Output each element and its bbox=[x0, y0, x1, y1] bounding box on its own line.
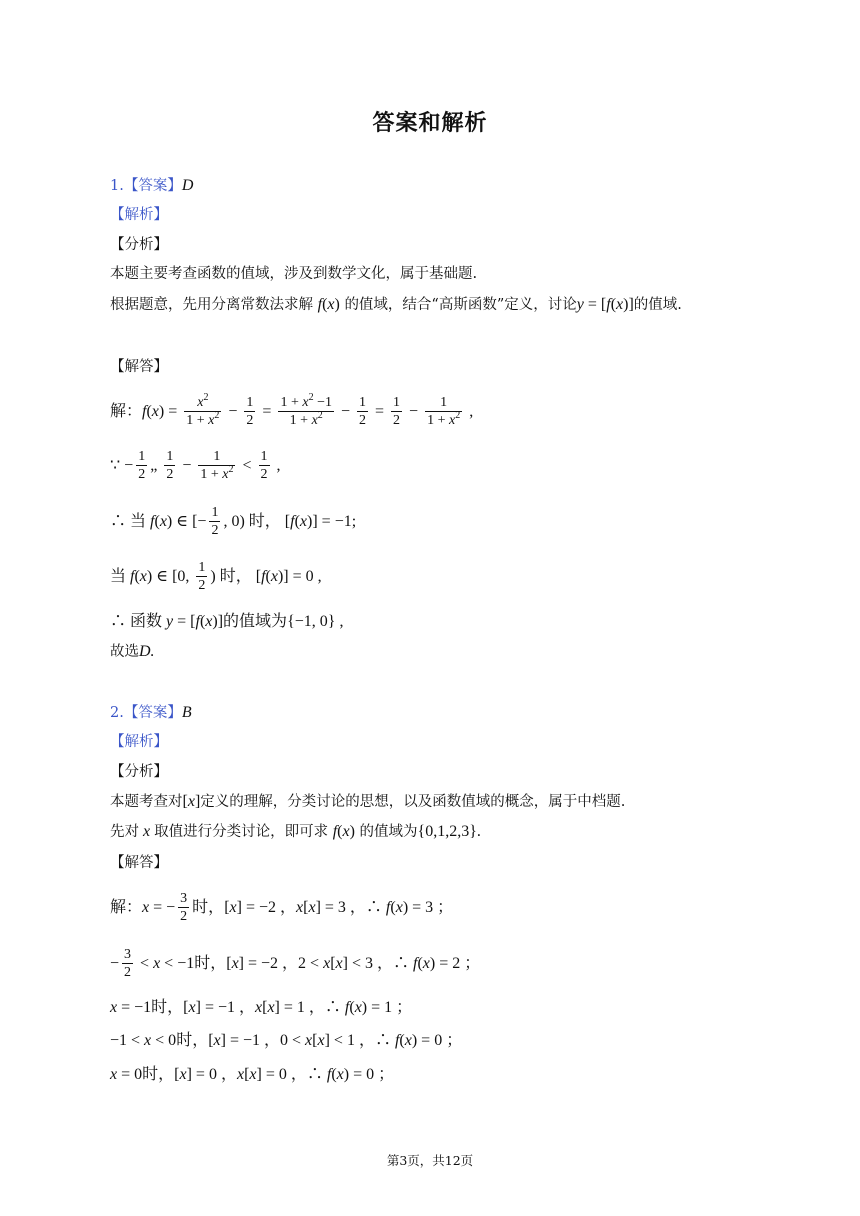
q2-shi-5: 时， bbox=[142, 1066, 175, 1083]
q1-plan-end: 的值域. bbox=[633, 297, 682, 313]
q2-plan-set: {0,1,2,3}. bbox=[417, 823, 481, 840]
q1-fenxi-heading: 【分析】 bbox=[110, 237, 168, 253]
q2-intro: 本题考查对[x]定义的理解，分类讨论的思想，以及函数值域的概念，属于中档题. bbox=[110, 793, 626, 810]
q1-eq-2: ∵ − $\frac{1}{2}$ „ $\frac{1}{2}$ − $\frac{1}{1 + x^2}$ < $\frac{1}{2}$ , bbox=[110, 448, 281, 483]
page-title: 答案和解析 bbox=[372, 111, 488, 136]
q1-jieda-heading: 【解答】 bbox=[110, 359, 168, 375]
q1-plan-pre: 根据题意，先用分离常数法求解 bbox=[110, 297, 313, 313]
q2-answer-label: 2.【答案】 bbox=[110, 705, 182, 721]
q2-jieda-heading: 【解答】 bbox=[110, 855, 168, 871]
q2-answer-value: B bbox=[181, 704, 192, 721]
q1-eq-4: 当 f(x) ∈ [0, $\frac{1}{2}$ ) 时， [f(x)] = 0 , bbox=[110, 559, 322, 594]
q2-case-3: x = −1时，[x] = −1 ，x[x] = 1 ，∴ f(x) = 1 ； bbox=[110, 999, 413, 1016]
q2-shi-3: 时， bbox=[151, 999, 184, 1016]
q2-plan-mid2: 的值域为 bbox=[359, 824, 418, 840]
q1-jie: 解： bbox=[110, 403, 143, 420]
q2-case-1: 解：x = − $\frac{3}{2}$ 时，[x] = −2 ，x[x] = 3 ，∴ f(x) = 3 ； bbox=[110, 890, 454, 925]
q1-shi-1: 时， bbox=[248, 513, 281, 530]
q1-answer-line bbox=[110, 176, 193, 196]
q1-range-text: 的值域为 bbox=[223, 613, 288, 630]
page-footer: 第3页，共12页 bbox=[386, 1153, 474, 1168]
q1-dang-2: 当 bbox=[110, 568, 127, 585]
q2-case-5: x = 0时，[x] = 0 ，x[x] = 0 ，∴ f(x) = 0 ； bbox=[110, 1066, 395, 1083]
q1-hanshu: 函数 bbox=[130, 613, 163, 630]
q1-jiexi-heading: 【解析】 bbox=[110, 207, 168, 223]
q2-case-2: − $\frac{3}{2}$ < x < −1时，[x] = −2 ，2 < x[x] < 3 ，∴ f(x) = 2 ； bbox=[110, 946, 481, 981]
q2-plan-mid: 取值进行分类讨论，即可求 bbox=[154, 824, 329, 840]
q1-conclusion-pre: 故选 bbox=[110, 644, 139, 660]
q2-jiexi-heading: 【解析】 bbox=[110, 734, 168, 750]
q2-answer-line bbox=[110, 703, 192, 723]
q1-eq-1: 解：f(x) = $\frac{x^2}{1 + x^2}$ − $\frac{1}{2}$ = $\frac{1 + x^2 -1}{1 + x^2}$ − $\frac{1}{2}$ = $\frac{1}{2}$ − $\frac{1}{1 + x^2}$ , bbox=[110, 391, 474, 429]
q1-shi-2: 时， bbox=[219, 568, 252, 585]
q2-shi-4: 时， bbox=[176, 1032, 209, 1049]
q1-answer-label: 1.【答案】 bbox=[110, 178, 182, 194]
q1-plan-mid: 的值域，结合“高斯函数”定义，讨论 bbox=[344, 297, 577, 313]
q1-conclusion-answer: D. bbox=[139, 643, 155, 660]
q2-plan-pre: 先对 bbox=[110, 824, 139, 840]
q2-shi-1: 时， bbox=[192, 899, 225, 916]
q2-shi-2: 时， bbox=[194, 955, 227, 972]
q1-eq-3: ∴ 当 f(x) ∈ [− $\frac{1}{2}$ , 0) 时， [f(x)] = −1; bbox=[110, 504, 357, 539]
q1-conclusion bbox=[110, 642, 155, 662]
q2-fenxi-heading: 【分析】 bbox=[110, 764, 168, 780]
q1-intro: 本题主要考查函数的值域，涉及到数学文化，属于基础题. bbox=[110, 266, 478, 282]
q1-plan: 根据题意，先用分离常数法求解 f(x) 的值域，结合“高斯函数”定义，讨论y = [f(x)]的值域. bbox=[110, 296, 682, 313]
q1-range-value: {−1, 0} bbox=[287, 613, 336, 630]
q1-eq-5: ∴ 函数 y = [f(x)]的值域为{−1, 0} , bbox=[110, 613, 344, 630]
q2-case-4: −1 < x < 0时，[x] = −1 ，0 < x[x] < 1 ，∴ f(x) = 0 ； bbox=[110, 1032, 463, 1049]
q2-intro-pre: 本题考查对 bbox=[110, 794, 183, 810]
q2-intro-post: 定义的理解，分类讨论的思想，以及函数值域的概念，属于中档题. bbox=[200, 794, 626, 810]
q2-plan: 先对 x 取值进行分类讨论，即可求 f(x) 的值域为{0,1,2,3}. bbox=[110, 823, 481, 840]
q2-jie: 解： bbox=[110, 899, 143, 916]
q1-dang-1: 当 bbox=[130, 513, 147, 530]
q1-answer-value: D bbox=[181, 177, 194, 194]
